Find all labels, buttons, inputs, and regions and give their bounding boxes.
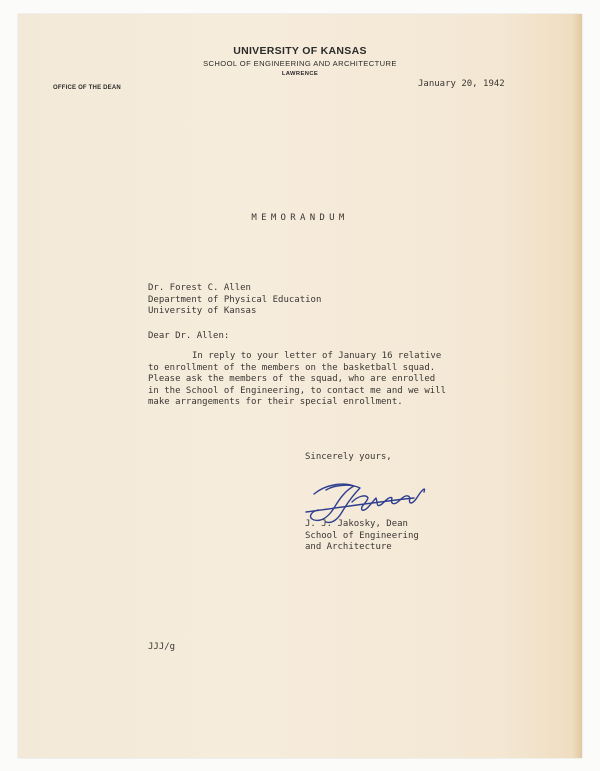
- signer-name: J. J. Jakosky, Dean: [305, 519, 408, 529]
- signer-title-line1: School of Engineering: [305, 530, 419, 541]
- body-line: Please ask the members of the squad, who are enrolled: [148, 374, 436, 385]
- body-line: In reply to your letter of January 16 relative: [192, 351, 442, 361]
- paper-edge-shading: [572, 14, 582, 758]
- letter-date: January 20, 1942: [418, 79, 505, 89]
- letterhead-school: SCHOOL OF ENGINEERING AND ARCHITECTURE: [203, 59, 397, 68]
- body-line: in the School of Engineering, to contact me and we will: [148, 385, 447, 396]
- signature-block: [305, 519, 419, 554]
- reference-initials: JJJ/g: [148, 642, 176, 652]
- recipient-name: Dr. Forest C. Allen: [148, 283, 251, 293]
- memo-title: MEMORANDUM: [251, 213, 349, 223]
- body-line: to enrollment of the members on the basketball squad.: [148, 362, 436, 373]
- recipient-institution: University of Kansas: [148, 306, 257, 317]
- recipient-department: Department of Physical Education: [148, 294, 322, 305]
- closing: Sincerely yours,: [305, 452, 392, 462]
- letterhead-city: LAWRENCE: [281, 71, 319, 77]
- letter-body: [148, 351, 446, 409]
- body-line: make arrangements for their special enrollment.: [148, 397, 403, 408]
- letterhead-university: UNIVERSITY OF KANSAS: [233, 45, 367, 57]
- salutation: Dear Dr. Allen:: [148, 331, 230, 341]
- recipient-address: [148, 283, 321, 318]
- signer-title-line2: and Architecture: [305, 542, 392, 553]
- letterhead-office: OFFICE OF THE DEAN: [53, 85, 121, 91]
